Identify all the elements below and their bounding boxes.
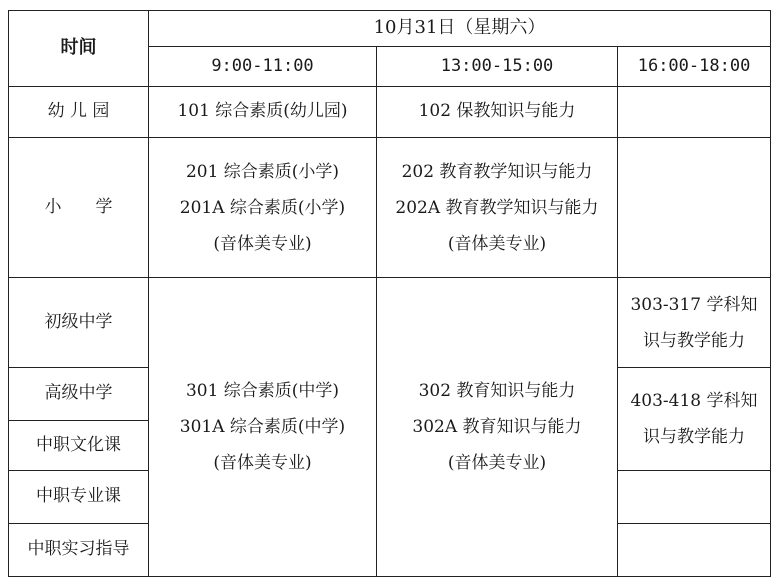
secondary-morning-line-1: 301 综合素质(中学) [185, 381, 340, 401]
primary-morning-line-3: (音体美专业) [213, 233, 312, 254]
secondary-afternoon-line-2: 302A 教育知识与能力 [412, 417, 582, 437]
secondary-morning-line-2: 301A 综合素质(中学) [179, 417, 346, 437]
junior-high-evening-line-1: 303-317 学科知 [630, 294, 758, 315]
stage-senior-high: 高级中学 [9, 368, 149, 421]
stage-vocational-culture: 中职文化课 [9, 421, 149, 471]
vocational-internship-evening-subject [618, 524, 771, 577]
stage-kindergarten: 幼 儿 园 [9, 87, 149, 138]
slot-evening-header: 16:00-18:00 [618, 47, 771, 87]
stage-primary: 小 学 [9, 138, 149, 278]
vocational-major-evening-subject [618, 471, 771, 524]
kindergarten-afternoon-subject: 102 保教知识与能力 [377, 87, 618, 138]
secondary-afternoon-subjects [377, 278, 618, 577]
kindergarten-evening-subject [618, 87, 771, 138]
secondary-afternoon-line-1: 302 教育知识与能力 [418, 381, 576, 401]
senior-high-evening-line-2: 识与教学能力 [643, 427, 746, 447]
time-header: 时间 [9, 11, 149, 87]
secondary-morning-line-3: (音体美专业) [213, 453, 312, 473]
primary-evening-subject [618, 138, 771, 278]
primary-afternoon-subjects [377, 138, 618, 278]
junior-high-evening-line-2: 识与教学能力 [643, 330, 746, 351]
primary-morning-line-1: 201 综合素质(小学) [185, 161, 340, 182]
senior-high-evening-subjects [618, 368, 771, 471]
secondary-morning-subjects [149, 278, 377, 577]
date-header: 10月31日（星期六） [149, 11, 771, 47]
slot-morning-header: 9:00-11:00 [149, 47, 377, 87]
stage-junior-high: 初级中学 [9, 278, 149, 368]
junior-high-evening-subjects [618, 278, 771, 368]
primary-afternoon-line-3: (音体美专业) [447, 233, 547, 254]
primary-morning-line-2: 201A 综合素质(小学) [179, 197, 346, 218]
primary-afternoon-line-1: 202 教育教学知识与能力 [401, 161, 593, 182]
kindergarten-morning-subject: 101 综合素质(幼儿园) [149, 87, 377, 138]
senior-high-evening-line-1: 403-418 学科知 [630, 391, 758, 411]
primary-morning-subjects [149, 138, 377, 278]
stage-vocational-major: 中职专业课 [9, 471, 149, 524]
secondary-afternoon-line-3: (音体美专业) [447, 453, 547, 473]
stage-vocational-internship: 中职实习指导 [9, 524, 149, 577]
primary-afternoon-line-2: 202A 教育教学知识与能力 [395, 197, 599, 218]
slot-afternoon-header: 13:00-15:00 [377, 47, 618, 87]
exam-schedule-table [8, 10, 771, 577]
